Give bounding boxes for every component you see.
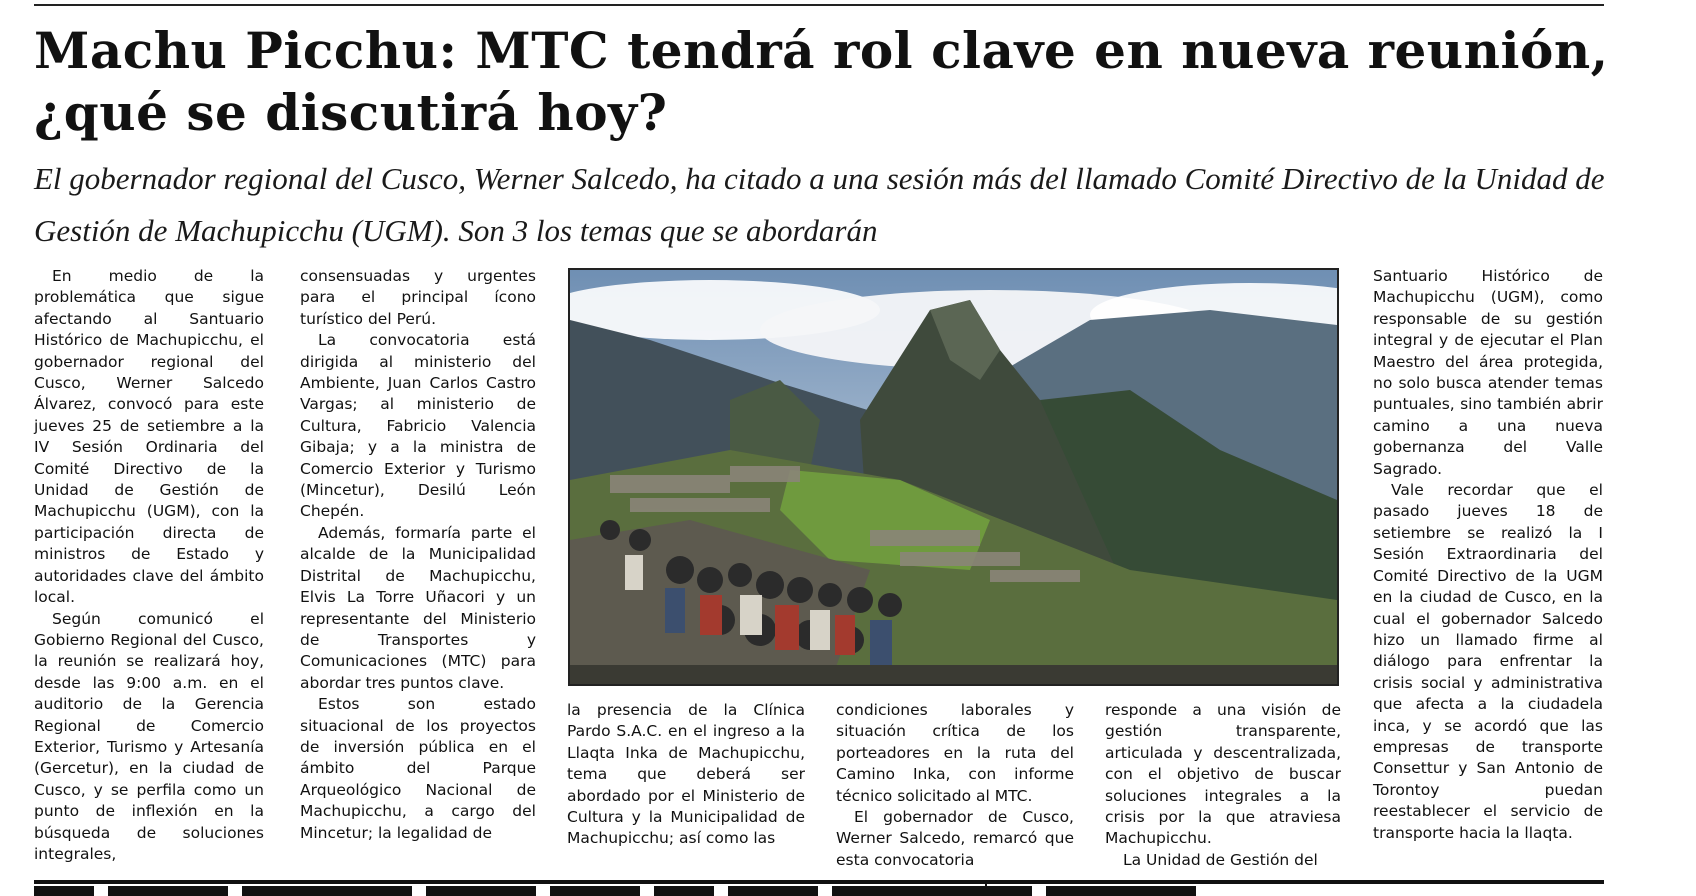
paragraph: Estos son estado situacional de los proyectos de inversión pública en el ámbito del Parque Arqueológico Nacional de Machupicchu, a cargo del Mincetur; la legalidad de bbox=[300, 695, 536, 842]
paragraph: consensuadas y urgentes para el principal ícono turístico del Perú. bbox=[300, 267, 536, 328]
paragraph: responde a una visión de gestión transparente, articulada y descentralizada, con el objetivo de buscar soluciones integrales a la crisis por la que atraviesa Machupicchu. bbox=[1105, 701, 1341, 848]
photo-illustration bbox=[570, 270, 1337, 684]
bottom-rule bbox=[34, 880, 1604, 884]
top-rule bbox=[34, 4, 1604, 6]
next-article-headline-cropped bbox=[34, 886, 1604, 896]
paragraph: Santuario Histórico de Machupicchu (UGM), como responsable de su gestión integral y de ejecutar el Plan Maestro del área protegida, no solo busca atender temas puntuales, sino también abrir camino a una nueva gobernanza del Valle Sagrado. bbox=[1373, 267, 1603, 478]
paragraph: la presencia de la Clínica Pardo S.A.C. en el ingreso a la Llaqta Inka de Machupicchu, tema que deberá ser abordado por el Ministerio de Cultura y la Municipalidad de Machupicchu; así como las bbox=[567, 701, 805, 848]
paragraph: Según comunicó el Gobierno Regional del Cusco, la reunión se realizará hoy, desde las 9:00 a.m. en el auditorio de la Gerencia Regional de Comercio Exterior, Turismo y Artesanía (Gercetur), en la ciudad de Cusco, y se perfila como un punto de inflexión en la búsqueda de soluciones integrales, bbox=[34, 609, 264, 863]
article-column-4 bbox=[836, 700, 1074, 871]
article-column-6 bbox=[1373, 266, 1603, 844]
paragraph: La Unidad de Gestión del bbox=[1123, 850, 1318, 869]
paragraph: Vale recordar que el pasado jueves 18 de setiembre se realizó la I Sesión Extraordinaria del Comité Directivo de la UGM en la ciudad de Cusco, en la cual el gobernador Salcedo hizo un llamado firme al diálogo para enfrentar la crisis social y administrativa que afecta a la ciudadela inca, y se acordó que las empresas de transporte Consettur y San Antonio de Torontoy puedan reestablecer el servicio de transporte hacia la llaqta. bbox=[1373, 481, 1603, 842]
machu-picchu-photo bbox=[568, 268, 1339, 686]
paragraph: En medio de la problemática que sigue afectando al Santuario Histórico de Machupicchu, el gobernador regional del Cusco, Werner Salcedo Álvarez, convocó para este jueves 25 de setiembre a la IV Sesión Ordinaria del Comité Directivo de la Unidad de Gestión de Machupicchu (UGM), con la participación directa de ministros de Estado y autoridades clave del ámbito local. bbox=[34, 267, 264, 607]
paragraph: Además, formaría parte el alcalde de la Municipalidad Distrital de Machupicchu, Elvis La Torre Uñacori y un representante del Ministerio de Transportes y Comunicaciones (MTC) para abordar tres puntos clave. bbox=[300, 523, 536, 692]
article-column-2 bbox=[300, 266, 536, 844]
paragraph: La convocatoria está dirigida al ministerio del Ambiente, Juan Carlos Castro Vargas; al ministerio de Cultura, Fabricio Valencia Gibaja; y a la ministra de Comercio Exterior y Turismo (Mincetur), Desilú León Chepén. bbox=[300, 331, 536, 521]
headline: Machu Picchu: MTC tendrá rol clave en nueva reunión, ¿qué se discutirá hoy? bbox=[34, 21, 1609, 142]
article-column-1 bbox=[34, 266, 264, 865]
paragraph: El gobernador de Cusco, Werner Salcedo, remarcó que esta convocatoria bbox=[836, 808, 1074, 869]
paragraph: condiciones laborales y situación crítica de los porteadores en la ruta del Camino Inka, con informe técnico solicitado al MTC. bbox=[836, 701, 1074, 805]
article-column-3 bbox=[567, 700, 805, 850]
article-column-5 bbox=[1105, 700, 1341, 871]
subheadline: El gobernador regional del Cusco, Werner Salcedo, ha citado a una sesión más del llamado Comité Directivo de la Unidad de Gestión de Machupicchu (UGM). Son 3 los temas que se abordarán bbox=[34, 161, 1605, 248]
